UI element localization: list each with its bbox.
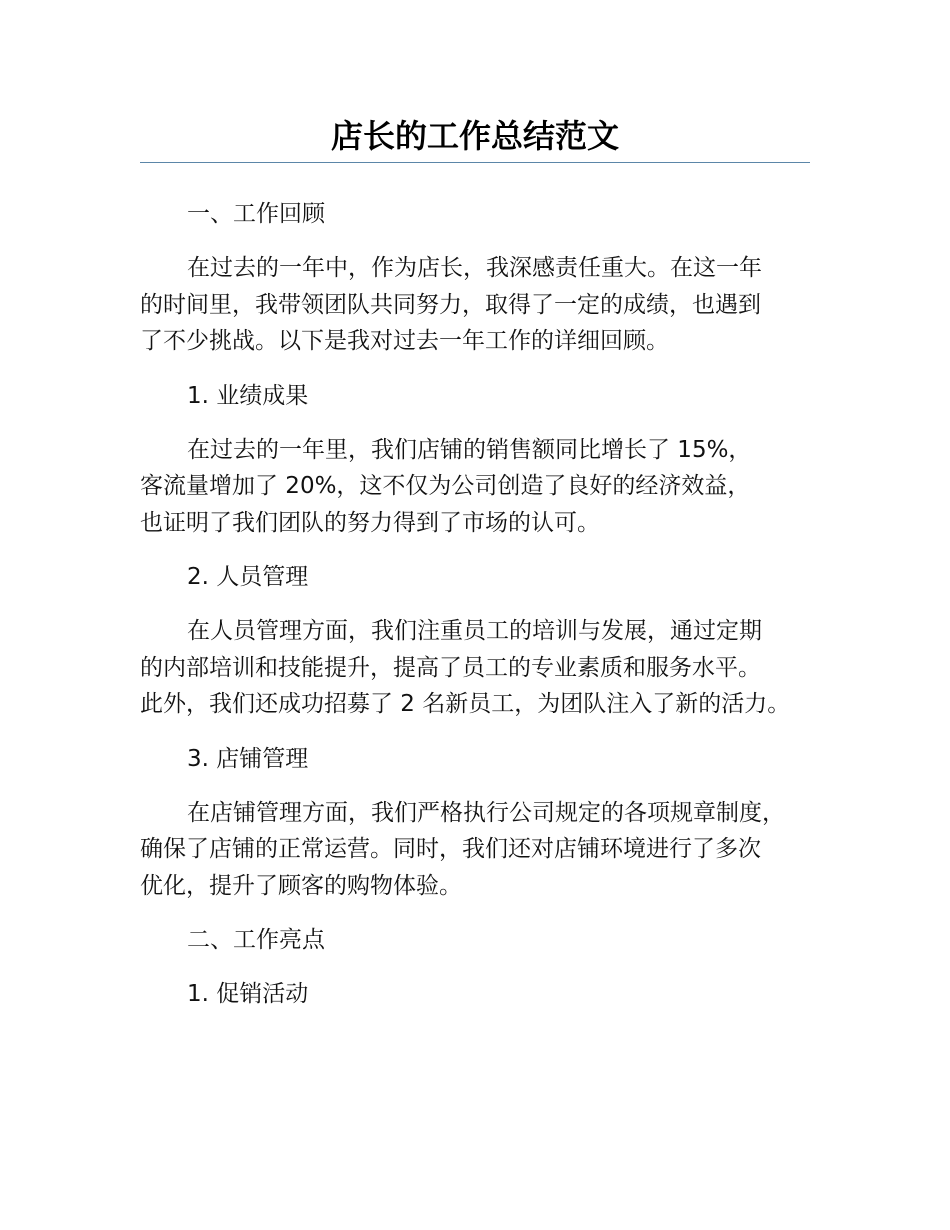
- paragraph-line: 的内部培训和技能提升，提高了员工的专业素质和服务水平。: [140, 654, 761, 681]
- paragraph-line: 也证明了我们团队的努力得到了市场的认可。: [140, 509, 600, 536]
- subheading-performance: 1. 业绩成果: [187, 382, 309, 409]
- paragraph-line: 在店铺管理方面，我们严格执行公司规定的各项规章制度，: [187, 799, 785, 826]
- paragraph-staff-management: [140, 613, 815, 723]
- paragraph-line: 确保了店铺的正常运营。同时，我们还对店铺环境进行了多次: [140, 836, 761, 862]
- paragraph-line: 此外，我们还成功招募了 2 名新员工，为团队注入了新的活力。: [140, 691, 791, 717]
- subheading-store-management: 3. 店铺管理: [187, 745, 309, 772]
- paragraph-performance: [140, 432, 815, 542]
- section-heading-highlights: 二、工作亮点: [187, 927, 325, 953]
- paragraph-line: 在过去的一年里，我们店铺的销售额同比增长了 15%，: [187, 436, 752, 463]
- document-body: [140, 196, 815, 1030]
- paragraph-line: 了不少挑战。以下是我对过去一年工作的详细回顾。: [140, 328, 669, 354]
- subheading-staff-management: 2. 人员管理: [187, 564, 309, 590]
- paragraph-line: 在过去的一年中，作为店长，我深感责任重大。在这一年: [187, 255, 762, 281]
- document-title: 店长的工作总结范文: [330, 117, 619, 155]
- paragraph-line: 优化，提升了顾客的购物体验。: [140, 872, 462, 899]
- paragraph-line: 客流量增加了 20%，这不仅为公司创造了良好的经济效益，: [140, 473, 751, 499]
- subheading-promotions: 1. 促销活动: [187, 981, 309, 1007]
- paragraph-intro: [140, 250, 815, 360]
- paragraph-line: 在人员管理方面，我们注重员工的培训与发展，通过定期: [187, 618, 762, 644]
- paragraph-store-management: [140, 795, 815, 905]
- title-underline: [140, 162, 810, 163]
- section-heading-work-review: 一、工作回顾: [187, 201, 325, 227]
- paragraph-line: 的时间里，我带领团队共同努力，取得了一定的成绩，也遇到: [140, 291, 761, 318]
